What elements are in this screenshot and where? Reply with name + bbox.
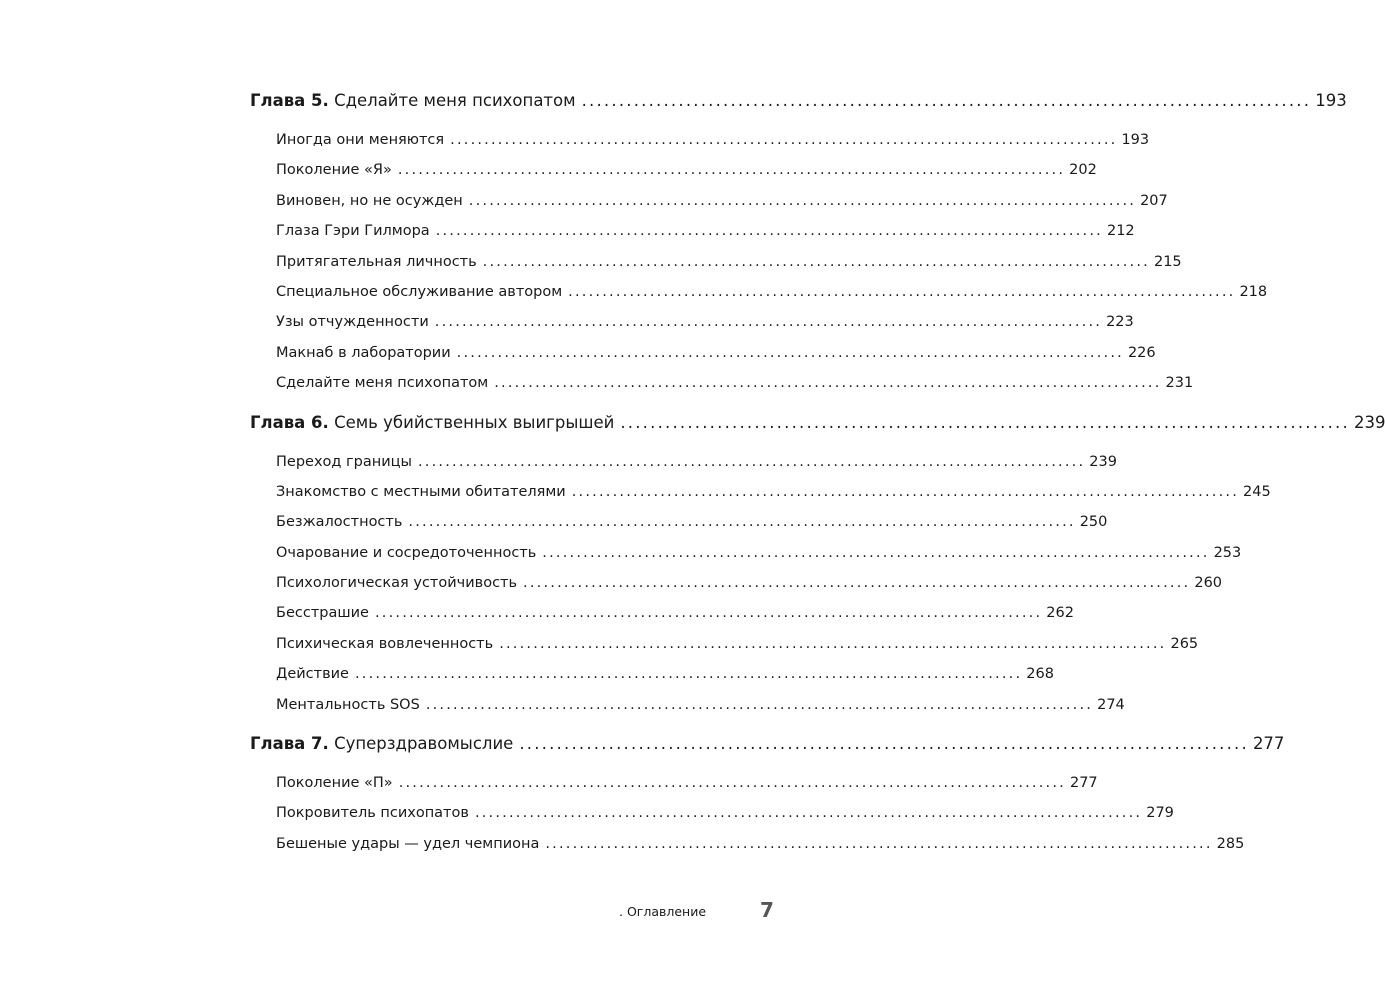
dot-leader: .................................................................................................. [499,635,1167,652]
entry-page-number: 239 [1089,453,1117,470]
toc-entry[interactable] [250,798,1174,828]
entry-page-number: 218 [1239,283,1268,300]
dot-leader: .................................................................................................. [468,192,1137,209]
entry-page-number: 223 [1106,314,1134,331]
dot-leader: .................................................................................................. [397,162,1066,179]
entry-title: Бесстрашие [276,605,369,622]
entry-title: Виновен, но не осужден [276,192,463,209]
entry-title: Действие [276,666,349,683]
entry-page-number: 265 [1170,635,1199,652]
entry-page-number: 193 [1121,132,1150,148]
dot-leader: .................................................................................................. [417,453,1086,470]
entry-page-number: 226 [1127,344,1156,361]
entry-page-number: 202 [1069,162,1097,179]
chapter-heading[interactable] [250,86,1347,116]
entry-page-number: 231 [1165,375,1194,392]
entry-title: Макнаб в лаборатории [276,344,451,361]
entry-title: Глаза Гэри Гилмора [276,223,430,240]
dot-leader: .................................................................................................. [425,696,1094,713]
table-of-contents [250,86,1385,859]
toc-entry[interactable] [250,568,1223,598]
entry-page-number: 215 [1153,253,1182,270]
toc-entry[interactable] [250,538,1242,568]
entry-page-number: 207 [1140,192,1168,209]
dot-leader: .................................................................................................. [398,775,1066,792]
entry-page-number: 279 [1146,805,1174,822]
chapter-number: Глава 5. [250,91,329,110]
chapter-heading[interactable] [250,729,1285,759]
chapter-page-number: 193 [1315,91,1347,110]
toc-entry[interactable] [250,155,1097,185]
entry-page-number: 253 [1213,544,1242,561]
running-head: . Оглавление [619,904,707,919]
toc-entry[interactable] [250,507,1108,537]
dot-leader: .................................................................................................. [456,344,1124,361]
entry-title: Очарование и сосредоточенность [276,544,537,561]
chapter-number: Глава 7. [250,734,329,754]
entry-page-number: 285 [1216,835,1245,852]
toc-entry[interactable] [250,690,1125,720]
chapter-label [250,408,614,438]
entry-page-number: 277 [1069,775,1098,792]
chapter-page-number: 277 [1252,734,1285,754]
entry-title: Покровитель психопатов [276,805,469,822]
entry-page-number: 250 [1079,514,1108,531]
dot-leader: .................................................................................................. [374,605,1043,622]
chapter-title: Семь убийственных выигрышей [334,412,615,432]
entry-page-number: 245 [1243,483,1271,500]
dot-leader: .................................................................................................. [354,666,1023,683]
entry-page-number: 274 [1097,696,1125,713]
dot-leader: .................................................................................................. [542,544,1210,561]
entry-title: Иногда они меняются [276,132,445,148]
dot-leader: .................................................................................................. [620,412,1350,432]
toc-entry[interactable] [250,186,1168,216]
dot-leader: .................................................................................................. [435,223,1103,240]
entry-page-number: 212 [1106,223,1135,240]
toc-entry[interactable] [250,338,1156,368]
toc-entry[interactable] [250,768,1098,798]
entry-title: Знакомство с местными обитателями [276,483,566,500]
entry-title: Поколение «Я» [276,162,392,179]
toc-entry[interactable] [250,307,1134,337]
page-number: 7 [760,898,774,922]
dot-leader: .................................................................................................. [450,132,1118,148]
toc-entry[interactable] [250,447,1117,477]
chapter-page-number: 239 [1353,412,1385,432]
chapter-number: Глава 6. [250,412,329,432]
dot-leader: .................................................................................................. [581,91,1312,110]
entry-title: Узы отчужденности [276,314,429,331]
dot-leader: .................................................................................................. [474,805,1143,822]
dot-leader: .................................................................................................. [571,483,1240,500]
dot-leader: .................................................................................................. [523,575,1191,592]
entry-title: Безжалостность [276,514,403,531]
toc-entry[interactable] [250,829,1245,859]
toc-entry[interactable] [250,659,1054,689]
entry-page-number: 260 [1194,575,1223,592]
dot-leader: .................................................................................................. [408,514,1076,531]
dot-leader: .................................................................................................. [545,835,1213,852]
entry-page-number: 262 [1046,605,1074,622]
toc-entry[interactable] [250,598,1074,628]
entry-title: Специальное обслуживание автором [276,283,563,300]
dot-leader: .................................................................................................. [482,253,1150,270]
entry-title: Переход границы [276,453,412,470]
toc-entry[interactable] [250,368,1194,398]
chapter-label [250,729,513,759]
toc-entry[interactable] [250,247,1182,277]
toc-entry[interactable] [250,477,1271,507]
entry-title: Притягательная личность [276,253,477,270]
chapter-title: Суперздравомыслие [334,734,514,754]
entry-title: Психическая вовлеченность [276,635,494,652]
dot-leader: .................................................................................................. [494,375,1162,392]
dot-leader: .................................................................................................. [434,314,1103,331]
entry-title: Бешеные удары — удел чемпиона [276,835,540,852]
entry-title: Сделайте меня психопатом [276,375,489,392]
chapter-heading[interactable] [250,408,1385,438]
entry-title: Ментальность SOS [276,696,420,713]
chapter-title: Сделайте меня психопатом [334,91,576,110]
toc-entry[interactable] [250,629,1199,659]
entry-page-number: 268 [1026,666,1054,683]
dot-leader: .................................................................................................. [568,283,1236,300]
toc-entry[interactable] [250,125,1150,155]
toc-entry[interactable] [250,277,1268,307]
entry-title: Поколение «П» [276,775,393,792]
chapter-label [250,86,576,116]
dot-leader: .................................................................................................. [519,734,1249,754]
entry-title: Психологическая устойчивость [276,575,518,592]
toc-entry[interactable] [250,216,1135,246]
